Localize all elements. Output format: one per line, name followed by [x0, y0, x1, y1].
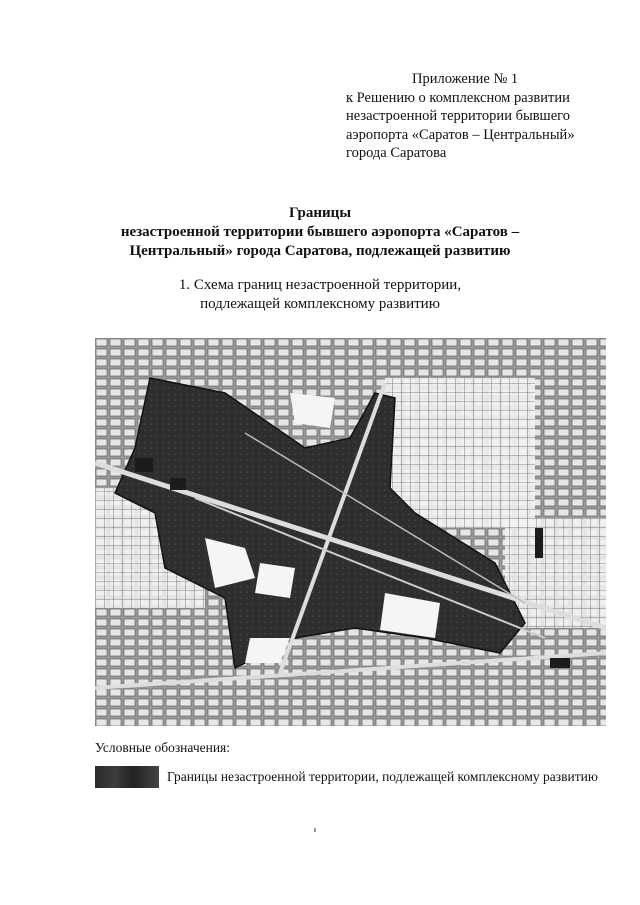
section-title — [60, 276, 580, 314]
appendix-header — [346, 70, 606, 163]
legend-item — [95, 766, 598, 788]
title-line: Границы — [288, 205, 352, 221]
legend-swatch — [95, 766, 159, 788]
map-white-parcel — [290, 393, 335, 428]
section-title-line: подлежащей комплексному развитию — [200, 296, 440, 312]
legend-title: Условные обозначения: — [95, 740, 231, 755]
map-building — [135, 458, 153, 472]
map-building — [550, 658, 570, 668]
appendix-line: города Саратова — [346, 145, 447, 161]
territory-map — [95, 338, 606, 726]
appendix-line: к Решению о комплексном развитии — [346, 89, 570, 106]
document-title — [60, 204, 580, 261]
appendix-line: незастроенной территории бывшего — [346, 108, 570, 124]
appendix-line: аэропорта «Саратов – Центральный» — [346, 126, 575, 143]
section-title-line: 1. Схема границ незастроенной территории, — [178, 277, 462, 293]
map-building — [535, 528, 543, 558]
map-white-parcel — [255, 563, 295, 598]
scan-mark — [314, 828, 316, 832]
map-building — [170, 478, 186, 490]
appendix-number: Приложение № 1 — [412, 71, 519, 87]
title-line: Центральный» города Саратова, подлежащей развитию — [129, 243, 511, 259]
title-line: незастроенной территории бывшего аэропорта «Саратов – — [120, 224, 520, 240]
legend-label: Границы незастроенной территории, подлежащей комплексному развитию — [167, 769, 598, 784]
